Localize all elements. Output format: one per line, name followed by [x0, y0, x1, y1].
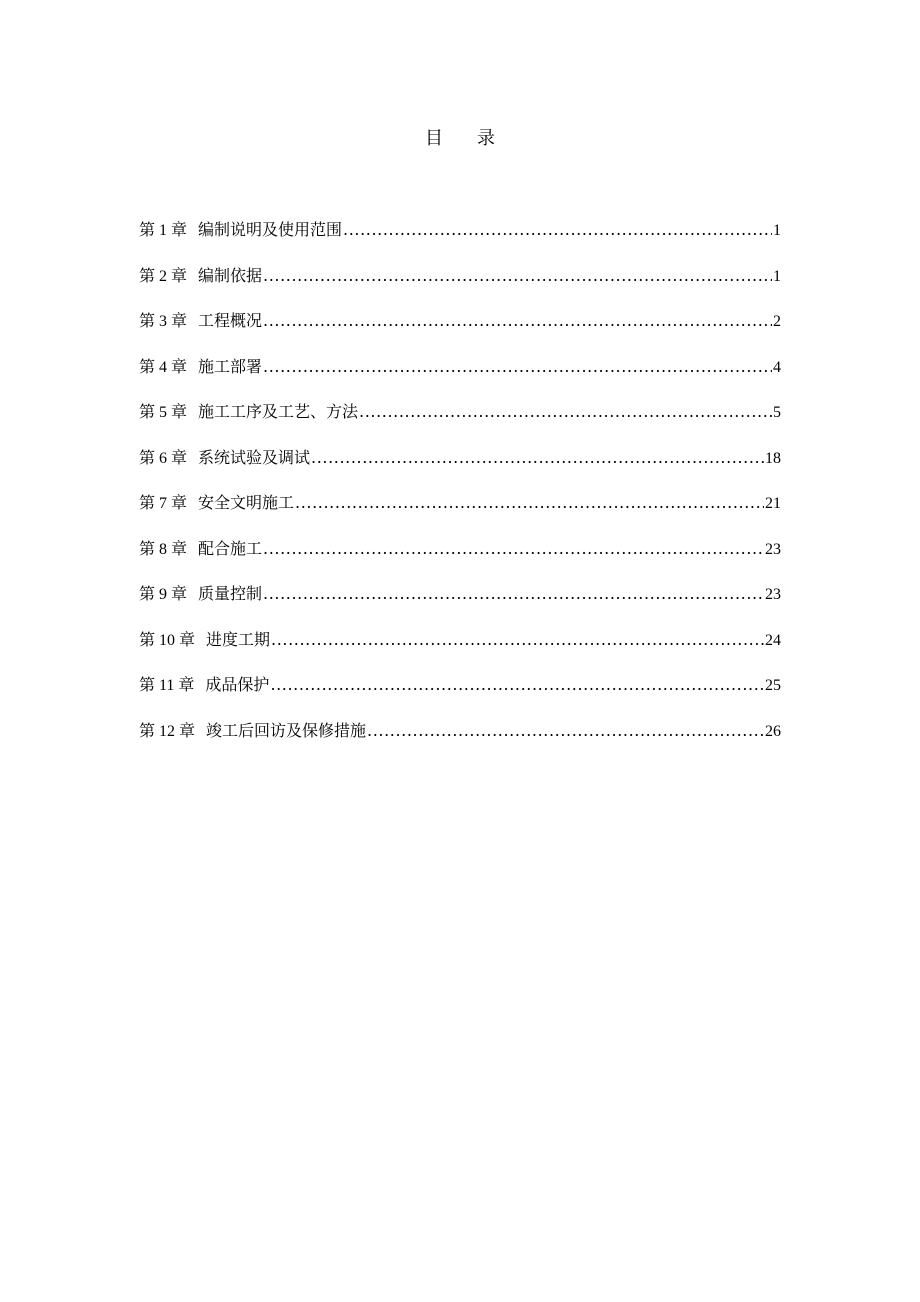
toc-page-number: 1	[773, 267, 781, 285]
toc-chapter-title: 安全文明施工	[198, 493, 295, 512]
toc-chapter-title: 编制依据	[198, 265, 263, 285]
toc-chapter-title: 配合施工	[198, 538, 263, 558]
toc-page-number: 18	[765, 449, 781, 467]
toc-page-number: 25	[765, 677, 781, 694]
toc-dot-leader	[295, 491, 764, 515]
toc-page-number: 23	[765, 586, 781, 603]
toc-dot-leader	[263, 355, 772, 379]
toc-entry-8[interactable]	[139, 537, 781, 583]
toc-entry-9[interactable]	[139, 582, 781, 628]
toc-chapter-number: 第 6 章	[139, 449, 188, 467]
toc-chapter-number: 第 9 章	[139, 586, 188, 603]
toc-dot-leader	[359, 400, 772, 424]
toc-chapter-title: 系统试验及调试	[198, 447, 311, 467]
toc-dot-leader	[263, 537, 764, 561]
toc-chapter-title: 编制说明及使用范围	[198, 220, 343, 239]
toc-title-part-2: 录	[477, 128, 495, 149]
toc-dot-leader	[367, 719, 764, 743]
toc-chapter-number: 第 12 章	[139, 722, 196, 740]
toc-entry-10[interactable]	[139, 628, 781, 674]
toc-page-number: 4	[773, 358, 781, 376]
toc-entry-7[interactable]	[139, 491, 781, 537]
toc-entry-11[interactable]	[139, 673, 781, 719]
toc-page-number: 23	[765, 540, 781, 558]
toc-chapter-number: 第 1 章	[139, 222, 188, 239]
toc-dot-leader	[343, 218, 772, 242]
toc-chapter-title: 竣工后回访及保修措施	[206, 720, 367, 740]
toc-dot-leader	[263, 264, 772, 288]
toc-dot-leader	[311, 446, 764, 470]
toc-dot-leader	[270, 673, 764, 697]
toc-title	[0, 126, 920, 152]
toc-page-number: 21	[765, 495, 781, 512]
toc-chapter-title: 质量控制	[198, 584, 263, 603]
toc-chapter-number: 第 3 章	[139, 313, 188, 330]
toc-chapter-number: 第 11 章	[139, 677, 195, 694]
toc-chapter-number: 第 4 章	[139, 358, 188, 376]
toc-page-number: 26	[765, 722, 781, 740]
toc-page-number: 5	[773, 404, 781, 421]
toc-list	[139, 218, 781, 764]
toc-chapter-number: 第 8 章	[139, 540, 188, 558]
toc-page-number: 24	[765, 631, 781, 649]
toc-entry-3[interactable]	[139, 309, 781, 355]
toc-chapter-number: 第 5 章	[139, 404, 188, 421]
toc-chapter-title: 进度工期	[206, 629, 271, 649]
toc-entry-2[interactable]	[139, 264, 781, 310]
toc-page-number: 1	[773, 222, 781, 239]
toc-chapter-number: 第 2 章	[139, 267, 188, 285]
toc-entry-4[interactable]	[139, 355, 781, 401]
toc-chapter-number: 第 7 章	[139, 495, 188, 512]
toc-chapter-title: 施工部署	[198, 356, 263, 376]
toc-chapter-title: 工程概况	[198, 311, 263, 330]
toc-chapter-title: 施工工序及工艺、方法	[198, 402, 359, 421]
toc-page-number: 2	[773, 313, 781, 330]
toc-entry-1[interactable]	[139, 218, 781, 264]
toc-chapter-title: 成品保护	[205, 675, 270, 694]
toc-entry-12[interactable]	[139, 719, 781, 765]
toc-entry-5[interactable]	[139, 400, 781, 446]
toc-dot-leader	[263, 582, 764, 606]
toc-entry-6[interactable]	[139, 446, 781, 492]
toc-dot-leader	[271, 628, 764, 652]
toc-dot-leader	[263, 309, 772, 333]
toc-chapter-number: 第 10 章	[139, 631, 196, 649]
toc-title-part-1: 目	[425, 128, 443, 149]
